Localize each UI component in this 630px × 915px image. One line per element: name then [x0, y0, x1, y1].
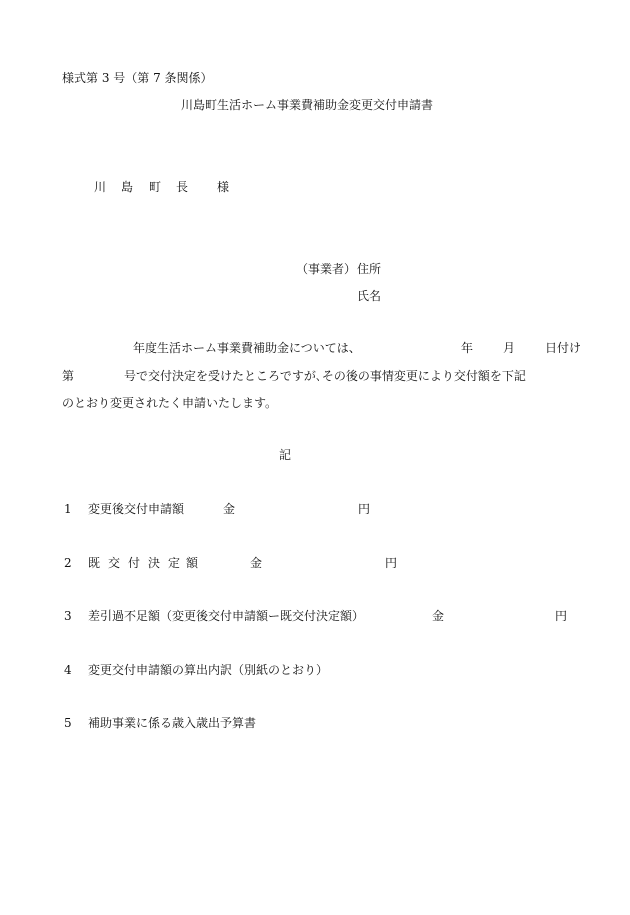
body-line-2: 号で交付決定を受けたところですが､その後の事情変更により交付額を下記 — [124, 369, 526, 383]
item-number: 2 — [64, 556, 72, 570]
item-label-char: 付 — [128, 556, 141, 570]
item-label: 差引過不足額（変更後交付申請額ー既交付決定額） — [88, 609, 365, 623]
form-number: 様式第 3 号（第 7 条関係） — [62, 71, 213, 85]
addressee-char-3: 町 — [149, 180, 162, 194]
unit-label: 円 — [358, 502, 371, 516]
item-label-char: 定 — [168, 556, 181, 570]
addressee-honorific: 様 — [217, 180, 230, 194]
addressee-char-4: 長 — [176, 180, 189, 194]
item-label: 変更交付申請額の算出内訳（別紙のとおり） — [88, 663, 329, 677]
body-year-label: 年 — [461, 341, 474, 355]
addressee-char-2: 島 — [121, 180, 134, 194]
item-number: 5 — [64, 716, 72, 730]
item-number: 4 — [64, 663, 72, 677]
item-number: 3 — [64, 609, 72, 623]
body-day-label: 日付け — [545, 341, 582, 355]
body-month-label: 月 — [503, 341, 516, 355]
body-number-prefix: 第 — [62, 369, 75, 383]
address-label: 住所 — [357, 262, 382, 276]
applicant-role-label: （事業者） — [296, 262, 357, 276]
item-number: 1 — [64, 502, 72, 516]
document-title: 川島町生活ホーム事業費補助金変更交付申請書 — [181, 98, 434, 112]
name-label: 氏名 — [357, 289, 382, 303]
currency-label: 金 — [432, 609, 445, 623]
item-label-char: 既 — [88, 556, 101, 570]
currency-label: 金 — [223, 502, 236, 516]
currency-label: 金 — [250, 556, 263, 570]
body-fiscal-text: 年度生活ホーム事業費補助金については、 — [133, 341, 361, 355]
item-label-char: 決 — [148, 556, 161, 570]
item-label-char: 交 — [108, 556, 121, 570]
unit-label: 円 — [385, 556, 398, 570]
addressee-char-1: 川 — [94, 180, 107, 194]
body-line-3: のとおり変更されたく申請いたします。 — [62, 396, 278, 410]
item-label-char: 額 — [186, 556, 199, 570]
record-heading: 記 — [279, 448, 292, 462]
unit-label: 円 — [555, 609, 568, 623]
item-label: 補助事業に係る歳入歳出予算書 — [88, 716, 257, 730]
item-label: 変更後交付申請額 — [88, 502, 185, 516]
